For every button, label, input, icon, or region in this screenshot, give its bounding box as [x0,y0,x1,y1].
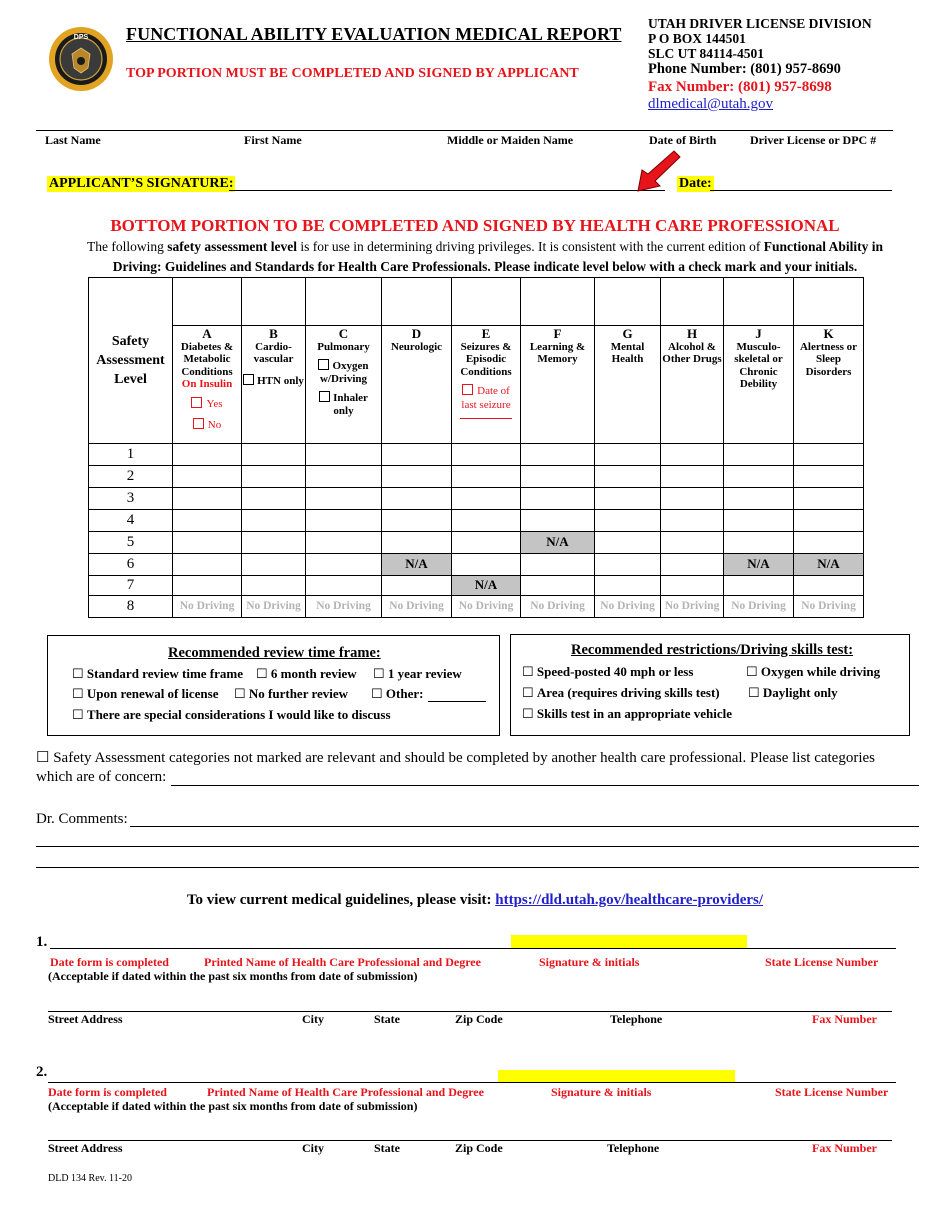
level-number: 4 [89,510,173,532]
oxygen-driving-label: Oxygen w/Driving [319,360,369,385]
column-a-header [173,326,242,444]
phone-number: Phone Number: (801) 957-8690 [648,61,841,77]
provider-2-number: 2. [36,1064,48,1080]
na-cell: N/A [794,554,864,576]
level-check-cell[interactable] [661,466,724,488]
provider-1-telephone-label: Telephone [610,1012,663,1026]
no-driving-cell: No Driving [382,596,452,618]
level-check-cell[interactable] [173,576,242,596]
daylight-restriction-option[interactable]: ☐ Daylight only [748,685,838,700]
six-month-review-label: 6 month review [270,666,357,681]
on-insulin-label: On Insulin [181,378,233,390]
column-e-letter: E [481,326,491,341]
insulin-no-checkbox[interactable] [173,418,241,432]
level-check-cell[interactable] [306,554,382,576]
provider-1-state-label: State [374,1012,400,1026]
level-check-cell[interactable] [382,488,452,510]
visit-label: To view current medical guidelines, please visit: [186,892,496,908]
level-check-cell[interactable] [173,554,242,576]
provider-1-number: 1. [36,934,48,950]
insulin-no-label: No [207,419,222,431]
applicant-instruction: TOP PORTION MUST BE COMPLETED AND SIGNED BY APPLICANT [126,66,579,81]
dps-seal-logo [48,26,114,92]
column-j-name: Musculo-skeletal or Chronic Debility [734,340,783,390]
column-d-letter: D [411,326,422,341]
level-check-cell[interactable] [794,510,864,532]
comments-line-2[interactable] [36,846,919,847]
level-check-cell[interactable] [306,466,382,488]
form-title: FUNCTIONAL ABILITY EVALUATION MEDICAL REPORT [126,24,622,44]
column-h-letter: H [686,326,698,341]
skills-test-option[interactable]: ☐ Skills test in an appropriate vehicle [522,706,733,721]
level-check-cell[interactable] [521,576,595,596]
arrow-icon [634,148,682,194]
level-check-cell[interactable] [242,554,306,576]
level-check-cell[interactable] [521,444,595,466]
other-review-option[interactable]: ☐ Other: [371,686,424,701]
fax-number: Fax Number: (801) 957-8698 [648,79,832,95]
provider-1-fax-label: Fax Number [812,1012,877,1026]
level-header: Safety Assessment Level [89,278,173,444]
level-check-cell[interactable] [452,554,521,576]
level-check-cell[interactable] [794,488,864,510]
column-h-name: Alcohol & Other Drugs [662,340,722,365]
column-c-header [306,326,382,444]
level-check-cell[interactable] [382,532,452,554]
column-e-header [452,326,521,444]
level-check-cell[interactable] [306,576,382,596]
level-check-cell[interactable] [242,466,306,488]
level-check-cell[interactable] [794,444,864,466]
column-j-letter: J [755,326,762,341]
htn-only-checkbox[interactable] [242,374,305,388]
no-driving-cell: No Driving [452,596,521,618]
renewal-review-label: Upon renewal of license [86,686,219,701]
column-b-name: Cardio-vascular [253,340,294,365]
agency-address-block [648,16,872,113]
provider-2-signature-label: Signature & initials [551,1085,652,1099]
provider-2-fax-label: Fax Number [812,1141,877,1155]
renewal-review-option[interactable]: ☐ Upon renewal of license [72,686,219,701]
six-month-review-option[interactable]: ☐ 6 month review [256,666,357,681]
categories-note-checkbox[interactable]: ☐ Safety Assessment categories not marked are relevant and should be completed by another health care professional. Please list categories [36,750,876,766]
other-review-line[interactable] [428,701,486,702]
column-h-header [661,326,724,444]
provider-1-signature-highlight[interactable] [511,935,747,949]
level-number: 7 [89,576,173,596]
level-check-cell[interactable] [661,532,724,554]
provider-2-city-label: City [302,1141,324,1155]
level-row [89,444,864,466]
first-name-label: First Name [244,133,302,147]
level-check-cell[interactable] [452,444,521,466]
level-check-cell[interactable] [306,488,382,510]
guidelines-link[interactable]: https://dld.utah.gov/healthcare-providers/ [495,892,764,908]
level-check-cell[interactable] [173,444,242,466]
comments-line-3[interactable] [36,867,919,868]
inhaler-only-label: Inhaler only [333,392,368,417]
level-check-cell[interactable] [595,488,661,510]
insulin-yes-label: Yes [206,397,223,410]
level-check-cell[interactable] [173,532,242,554]
provider-1-name-label: Printed Name of Health Care Professional and Degree [204,955,481,969]
level-number: 8 [89,596,173,618]
na-cell: N/A [724,554,794,576]
column-b-letter: B [269,326,278,341]
area-restriction-label: Area (requires driving skills test) [536,685,720,700]
level-check-cell[interactable] [661,554,724,576]
level-row [89,576,864,596]
one-year-review-option[interactable]: ☐ 1 year review [373,666,462,681]
provider-2-main-line[interactable] [48,1082,896,1083]
intro-bold-1: safety assessment level [167,239,297,254]
column-k-header [794,326,864,444]
no-driving-cell: No Driving [242,596,306,618]
one-year-review-label: 1 year review [387,666,462,681]
middle-name-label: Middle or Maiden Name [447,133,574,147]
area-restriction-option[interactable]: ☐ Area (requires driving skills test) [522,685,720,700]
provider-2-state-label: State [374,1141,400,1155]
applicant-signature-label: APPLICANT’S SIGNATURE: [49,176,234,191]
level-check-cell[interactable] [306,532,382,554]
level-check-cell[interactable] [173,510,242,532]
column-g-letter: G [622,326,633,341]
provider-1-city-label: City [302,1012,324,1026]
column-a-letter: A [202,326,212,341]
level-check-cell[interactable] [452,466,521,488]
skills-test-label: Skills test in an appropriate vehicle [536,706,733,721]
level-check-cell[interactable] [521,510,595,532]
provider-2-acceptable-note: (Acceptable if dated within the past six months from date of submission) [48,1099,418,1113]
header-blank [521,278,595,326]
no-driving-cell: No Driving [173,596,242,618]
level-number: 3 [89,488,173,510]
last-seizure-date-line[interactable] [460,418,512,419]
level-row [89,510,864,532]
level-check-cell[interactable] [452,488,521,510]
level-check-cell[interactable] [382,444,452,466]
level-check-cell[interactable] [595,532,661,554]
oxygen-restriction-option[interactable]: ☐ Oxygen while driving [746,664,881,679]
intro-text-2: is for use in determining driving privileges. It is consistent with the current edition of [296,239,764,254]
header-blank [452,278,521,326]
column-c-letter: C [338,326,349,341]
level-check-cell[interactable] [794,576,864,596]
inhaler-only-checkbox[interactable] [306,391,381,417]
level-check-cell[interactable] [242,444,306,466]
last-seizure-label: Date of last seizure [461,385,511,411]
level-check-cell[interactable] [794,466,864,488]
license-number-label: Driver License or DPC # [750,133,877,147]
level-check-cell[interactable] [242,510,306,532]
provider-2-zip-label: Zip Code [455,1141,503,1155]
level-check-cell[interactable] [724,510,794,532]
level-check-cell[interactable] [724,488,794,510]
last-seizure-checkbox[interactable] [452,384,520,412]
column-f-header [521,326,595,444]
column-k-name: Alertness or Sleep Disorders [799,340,858,378]
provider-1-acceptable-note: (Acceptable if dated within the past six months from date of submission) [48,969,418,983]
level-check-cell[interactable] [452,532,521,554]
no-driving-cell: No Driving [661,596,724,618]
header-blank [794,278,864,326]
provider-2-name-label: Printed Name of Health Care Professional and Degree [207,1085,484,1099]
professional-section-heading: BOTTOM PORTION TO BE COMPLETED AND SIGNED BY HEALTH CARE PROFESSIONAL [110,216,840,235]
level-check-cell[interactable] [173,488,242,510]
na-cell: N/A [521,532,595,554]
provider-2-license-label: State License Number [775,1085,889,1099]
standard-review-option[interactable]: ☐ Standard review time frame [72,666,243,681]
city-zip: SLC UT 84114-4501 [648,46,765,61]
header-blank [661,278,724,326]
level-check-cell[interactable] [794,532,864,554]
special-considerations-label: There are special considerations I would like to discuss [86,707,391,722]
no-driving-cell: No Driving [595,596,661,618]
level-check-cell[interactable] [306,444,382,466]
no-driving-cell: No Driving [724,596,794,618]
level-row [89,532,864,554]
other-review-label: Other: [385,686,424,701]
guidelines-visit-text [0,892,950,909]
level-check-cell[interactable] [521,488,595,510]
level-check-cell[interactable] [452,510,521,532]
column-g-header [595,326,661,444]
level-check-cell[interactable] [242,488,306,510]
categories-concern-line[interactable] [171,785,919,786]
column-k-letter: K [823,326,834,341]
level-check-cell[interactable] [595,510,661,532]
insulin-yes-checkbox[interactable] [173,397,241,411]
intro-paragraph [80,237,890,277]
column-g-name: Mental Health [610,340,645,365]
categories-note-text: Safety Assessment categories not marked are relevant and should be completed by another health care professional. Please list categories [53,750,876,766]
na-cell: N/A [382,554,452,576]
column-d-name: Neurologic [390,340,443,353]
dr-comments-label: Dr. Comments: [36,811,128,827]
comments-line-1[interactable] [130,826,919,827]
dob-label: Date of Birth [649,133,717,147]
column-j-header [724,326,794,444]
oxygen-driving-checkbox[interactable] [306,359,381,385]
applicant-name-line[interactable] [36,130,893,131]
level-check-cell[interactable] [306,510,382,532]
speed-restriction-label: Speed-posted 40 mph or less [536,664,694,679]
header-blank [382,278,452,326]
applicant-date-label: Date: [679,176,712,191]
header-blank [724,278,794,326]
level-number: 6 [89,554,173,576]
no-further-review-label: No further review [248,686,349,701]
level-check-cell[interactable] [724,444,794,466]
restrictions-title: Recommended restrictions/Driving skills test: [571,642,854,658]
intro-bold-3: Please indicate level below with a check mark and your initials. [494,259,858,274]
provider-1-street-label: Street Address [48,1012,123,1026]
provider-1-date-label: Date form is completed [50,955,169,969]
header-blank [242,278,306,326]
safety-assessment-table [88,277,864,618]
oxygen-restriction-label: Oxygen while driving [760,664,881,679]
level-row [89,596,864,618]
level-check-cell[interactable] [724,466,794,488]
level-check-cell[interactable] [661,510,724,532]
standard-review-label: Standard review time frame [86,666,243,681]
provider-2-date-label: Date form is completed [48,1085,167,1099]
no-further-review-option[interactable]: ☐ No further review [234,686,349,701]
categories-concern-label: which are of concern: [36,769,167,785]
level-check-cell[interactable] [661,444,724,466]
column-b-header [242,326,306,444]
no-driving-cell: No Driving [306,596,382,618]
level-check-cell[interactable] [661,488,724,510]
level-number: 2 [89,466,173,488]
speed-restriction-option[interactable]: ☐ Speed-posted 40 mph or less [522,664,694,679]
level-check-cell[interactable] [521,554,595,576]
daylight-restriction-label: Daylight only [762,685,838,700]
level-check-cell[interactable] [595,576,661,596]
provider-2-telephone-label: Telephone [607,1141,660,1155]
email-link[interactable]: dlmedical@utah.gov [648,96,774,112]
level-check-cell[interactable] [521,466,595,488]
column-f-name: Learning & Memory [529,340,586,365]
intro-text-1: The following [86,239,168,254]
provider-1-zip-label: Zip Code [455,1012,503,1026]
provider-1-main-line[interactable] [50,948,896,949]
level-check-cell[interactable] [724,576,794,596]
special-considerations-option[interactable]: ☐ There are special considerations I would like to discuss [72,707,391,722]
column-a-name: Diabetes & Metabolic Conditions [180,340,234,378]
level-check-cell[interactable] [595,466,661,488]
level-check-cell[interactable] [661,576,724,596]
level-check-cell[interactable] [242,532,306,554]
last-name-label: Last Name [45,133,101,147]
column-e-name: Seizures & Episodic Conditions [460,340,512,378]
column-c-name: Pulmonary [317,340,370,353]
review-timeframe-title: Recommended review time frame: [168,645,381,661]
form-revision: DLD 134 Rev. 11-20 [48,1173,132,1184]
applicant-signature-line[interactable] [229,190,665,191]
level-check-cell[interactable] [724,532,794,554]
agency-name: UTAH DRIVER LICENSE DIVISION [648,16,872,31]
level-check-cell[interactable] [242,576,306,596]
header-blank [595,278,661,326]
na-cell: N/A [452,576,521,596]
level-check-cell[interactable] [595,554,661,576]
provider-1-license-label: State License Number [765,955,879,969]
level-check-cell[interactable] [595,444,661,466]
htn-only-label: HTN only [257,374,304,387]
applicant-date-line[interactable] [710,190,892,191]
column-d-header [382,326,452,444]
header-blank [306,278,382,326]
no-driving-cell: No Driving [521,596,595,618]
level-check-cell[interactable] [382,466,452,488]
level-check-cell[interactable] [173,466,242,488]
provider-2-street-label: Street Address [48,1141,123,1155]
seal-text: DPS [73,34,89,41]
level-row [89,488,864,510]
header-blank [173,278,242,326]
column-f-letter: F [553,326,562,341]
po-box: P O BOX 144501 [648,31,746,46]
provider-1-signature-label: Signature & initials [539,955,640,969]
level-number: 5 [89,532,173,554]
no-driving-cell: No Driving [794,596,864,618]
level-row [89,554,864,576]
level-check-cell[interactable] [382,576,452,596]
level-number: 1 [89,444,173,466]
intro-bold-2: Functional Ability in Driving: Guidelines and Standards for Health Care Professionals. [112,239,884,274]
level-check-cell[interactable] [382,510,452,532]
level-row [89,466,864,488]
